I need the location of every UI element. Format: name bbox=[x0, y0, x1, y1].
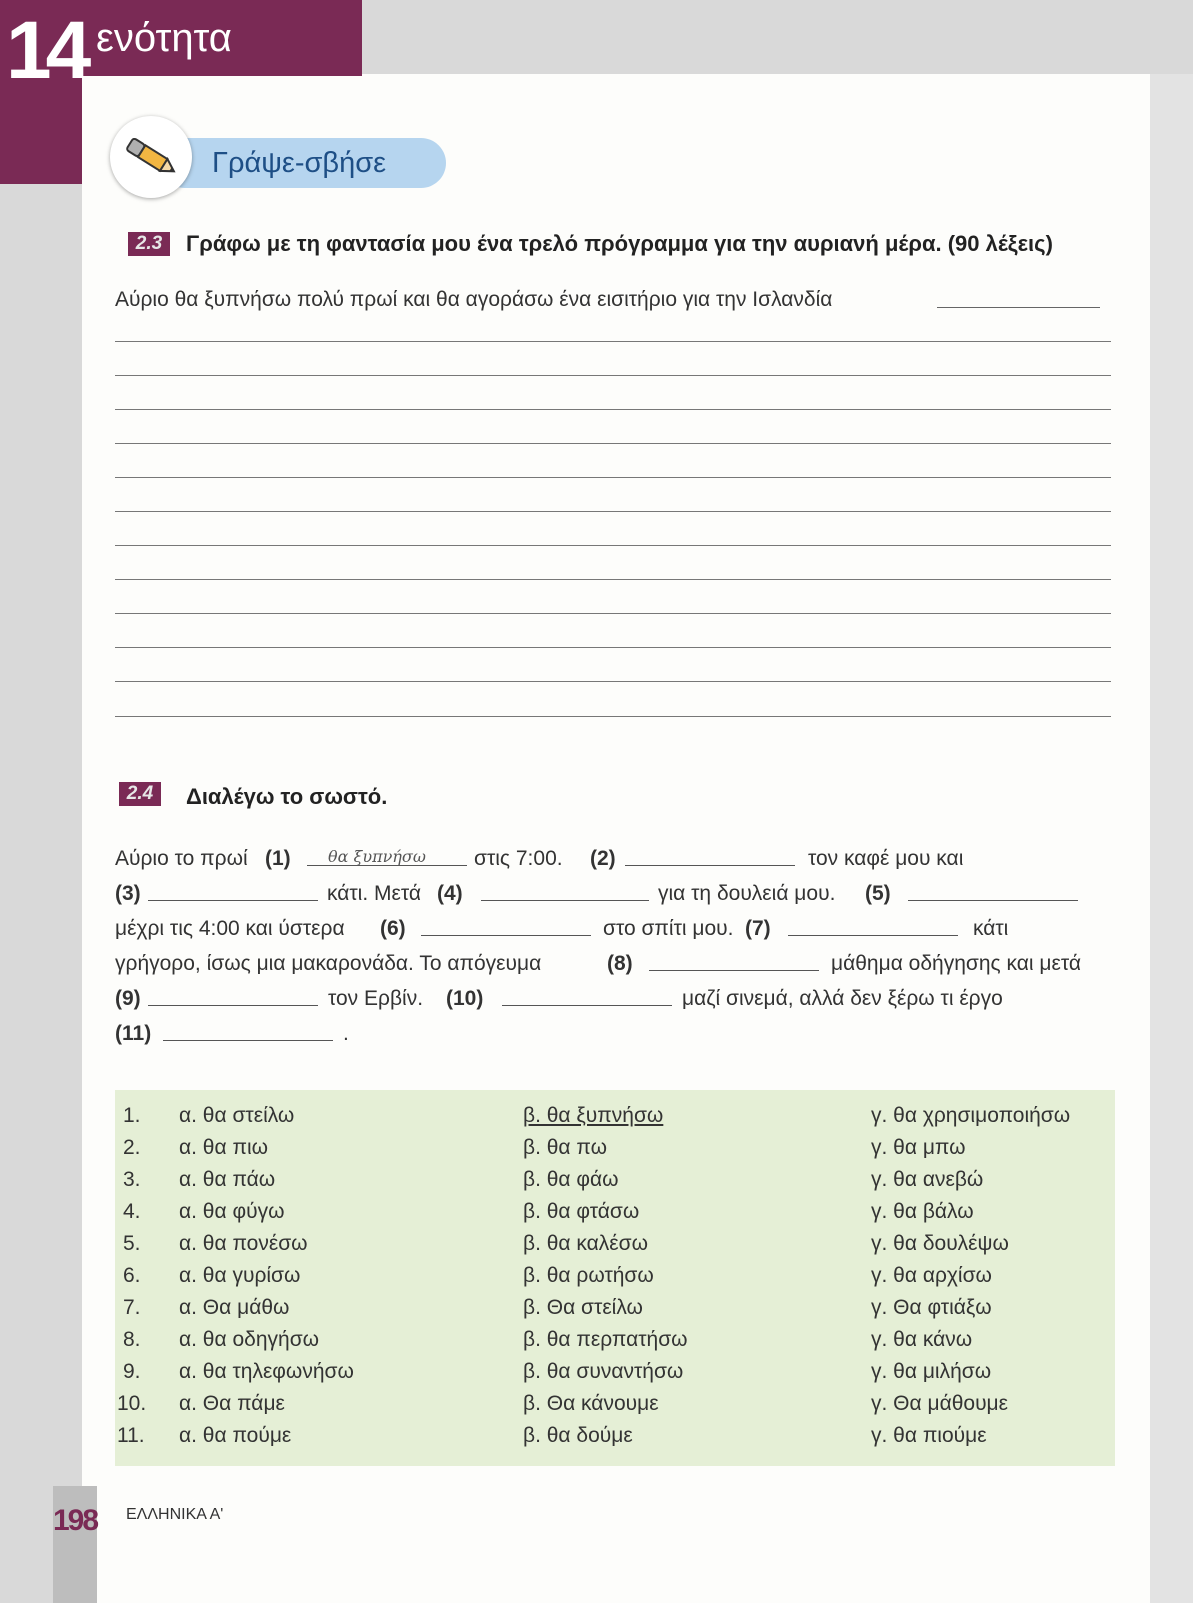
option-row bbox=[115, 1232, 1115, 1264]
option-row bbox=[115, 1296, 1115, 1328]
option-b[interactable]: β. θα περπατήσω bbox=[523, 1328, 688, 1351]
option-row bbox=[115, 1136, 1115, 1168]
option-a[interactable]: α. θα πούμε bbox=[179, 1424, 292, 1447]
option-a[interactable]: α. θα φύγω bbox=[179, 1200, 285, 1223]
option-number: 4. bbox=[123, 1200, 141, 1223]
option-row bbox=[115, 1360, 1115, 1392]
page-number: 198 bbox=[53, 1504, 98, 1537]
exercise-badge: 2.4 bbox=[119, 782, 161, 806]
option-c[interactable]: γ. θα μιλήσω bbox=[871, 1360, 992, 1383]
option-row bbox=[115, 1392, 1115, 1424]
answer-blank[interactable] bbox=[937, 307, 1100, 308]
answer-blank[interactable] bbox=[788, 917, 958, 936]
answer-blank[interactable] bbox=[908, 882, 1078, 901]
option-a[interactable]: α. θα γυρίσω bbox=[179, 1264, 301, 1287]
book-title: ΕΛΛΗΝΙΚΑ Α' bbox=[126, 1506, 224, 1523]
cloze-line bbox=[115, 952, 1115, 987]
writing-line[interactable] bbox=[115, 443, 1111, 444]
option-b[interactable]: β. θα πω bbox=[523, 1136, 607, 1159]
option-row bbox=[115, 1104, 1115, 1136]
option-row bbox=[115, 1424, 1115, 1456]
blank-number: (2) bbox=[590, 847, 616, 870]
option-a[interactable]: α. θα τηλεφωνήσω bbox=[179, 1360, 354, 1383]
option-c[interactable]: γ. θα αρχίσω bbox=[871, 1264, 992, 1287]
exercise-title: Γράφω με τη φαντασία μου ένα τρελό πρόγραμμα για την αυριανή μέρα. (90 λέξεις) bbox=[186, 231, 1053, 256]
writing-line[interactable] bbox=[115, 681, 1111, 682]
cloze-text: γρήγορο, ίσως μια μακαρονάδα. Το απόγευμα bbox=[115, 952, 542, 975]
writing-line[interactable] bbox=[115, 545, 1111, 546]
option-number: 5. bbox=[123, 1232, 141, 1255]
options-box bbox=[115, 1090, 1115, 1466]
option-number: 11. bbox=[117, 1424, 145, 1447]
option-row bbox=[115, 1264, 1115, 1296]
exercise-title: Διαλέγω το σωστό. bbox=[186, 784, 388, 809]
option-a[interactable]: α. θα πονέσω bbox=[179, 1232, 308, 1255]
option-c[interactable]: γ. θα μπω bbox=[871, 1136, 966, 1159]
option-b[interactable]: β. Θα κάνουμε bbox=[523, 1392, 659, 1415]
option-number: 7. bbox=[123, 1296, 141, 1319]
exercise-intro: Αύριο θα ξυπνήσω πολύ πρωί και θα αγοράσω ένα εισιτήριο για την Ισλανδία bbox=[115, 288, 833, 311]
answer-blank[interactable] bbox=[649, 952, 819, 971]
answer-blank[interactable] bbox=[625, 847, 795, 866]
option-c[interactable]: γ. Θα φτιάξω bbox=[871, 1296, 992, 1319]
cloze-text: στις 7:00. bbox=[474, 847, 563, 870]
option-row bbox=[115, 1168, 1115, 1200]
writing-line[interactable] bbox=[115, 511, 1111, 512]
writing-line[interactable] bbox=[115, 341, 1111, 342]
option-number: 8. bbox=[123, 1328, 141, 1351]
cloze-text: μαζί σινεμά, αλλά δεν ξέρω τι έργο bbox=[682, 987, 1003, 1010]
option-number: 3. bbox=[123, 1168, 141, 1191]
answer-blank[interactable] bbox=[163, 1022, 333, 1041]
blank-number: (7) bbox=[745, 917, 771, 940]
option-b[interactable]: β. θα δούμε bbox=[523, 1424, 633, 1447]
answer-blank[interactable] bbox=[148, 882, 318, 901]
section-title: Γράψε-σβήσε bbox=[212, 147, 387, 179]
answer-blank[interactable] bbox=[421, 917, 591, 936]
option-row bbox=[115, 1200, 1115, 1232]
option-c[interactable]: γ. θα χρησιμοποιήσω bbox=[871, 1104, 1071, 1127]
option-b[interactable]: β. Θα στείλω bbox=[523, 1296, 643, 1319]
handwritten-answer: θα ξυπνήσω bbox=[328, 847, 426, 866]
option-a[interactable]: α. θα πιω bbox=[179, 1136, 269, 1159]
cloze-text: μέχρι τις 4:00 και ύστερα bbox=[115, 917, 345, 940]
option-a[interactable]: α. θα πάω bbox=[179, 1168, 276, 1191]
option-c[interactable]: γ. θα κάνω bbox=[871, 1328, 973, 1351]
option-c[interactable]: γ. θα βάλω bbox=[871, 1200, 974, 1223]
answer-blank[interactable] bbox=[148, 987, 318, 1006]
blank-number: (6) bbox=[380, 917, 406, 940]
blank-number: (5) bbox=[865, 882, 891, 905]
option-c[interactable]: γ. θα ανεβώ bbox=[871, 1168, 984, 1191]
exercise-badge: 2.3 bbox=[128, 232, 170, 256]
option-b[interactable]: β. θα φτάσω bbox=[523, 1200, 640, 1223]
chapter-number: 14 bbox=[6, 5, 86, 96]
cloze-line bbox=[115, 1022, 1115, 1057]
writing-line[interactable] bbox=[115, 647, 1111, 648]
cloze-text: τον Ερβίν. bbox=[328, 987, 424, 1010]
page-edge bbox=[1150, 74, 1193, 1603]
cloze-text: Αύριο το πρωί bbox=[115, 847, 248, 870]
cloze-text: κάτι bbox=[973, 917, 1009, 940]
cloze-line bbox=[115, 847, 1115, 882]
blank-number: (3) bbox=[115, 882, 141, 905]
option-c[interactable]: γ. θα δουλέψω bbox=[871, 1232, 1009, 1255]
option-number: 10. bbox=[117, 1392, 147, 1415]
answer-blank[interactable] bbox=[481, 882, 649, 901]
option-row bbox=[115, 1328, 1115, 1360]
option-a[interactable]: α. Θα μάθω bbox=[179, 1296, 290, 1319]
writing-line[interactable] bbox=[115, 613, 1111, 614]
writing-line[interactable] bbox=[115, 409, 1111, 410]
option-b[interactable]: β. θα συναντήσω bbox=[523, 1360, 684, 1383]
writing-line[interactable] bbox=[115, 716, 1111, 717]
option-number: 9. bbox=[123, 1360, 141, 1383]
blank-number: (8) bbox=[607, 952, 633, 975]
option-a[interactable]: α. θα οδηγήσω bbox=[179, 1328, 320, 1351]
cloze-line bbox=[115, 987, 1115, 1022]
pencil-eraser-icon bbox=[110, 116, 192, 198]
option-number: 6. bbox=[123, 1264, 141, 1287]
cloze-text: τον καφέ μου και bbox=[808, 847, 964, 870]
chapter-label: ενότητα bbox=[96, 16, 232, 60]
blank-number: (9) bbox=[115, 987, 141, 1010]
option-b[interactable]: β. θα ρωτήσω bbox=[523, 1264, 654, 1287]
writing-line[interactable] bbox=[115, 477, 1111, 478]
option-a[interactable]: α. θα στείλω bbox=[179, 1104, 295, 1127]
option-c[interactable]: γ. Θα μάθουμε bbox=[871, 1392, 1009, 1415]
cloze-text: . bbox=[343, 1022, 349, 1045]
option-b[interactable]: β. θα καλέσω bbox=[523, 1232, 649, 1255]
cloze-text: κάτι. Μετά bbox=[327, 882, 422, 905]
cloze-line bbox=[115, 917, 1115, 952]
blank-number: (4) bbox=[437, 882, 463, 905]
cloze-text: για τη δουλειά μου. bbox=[658, 882, 836, 905]
option-number: 1. bbox=[123, 1104, 141, 1127]
answer-blank[interactable] bbox=[502, 987, 672, 1006]
option-b[interactable]: β. θα ξυπνήσω bbox=[523, 1104, 664, 1127]
writing-line[interactable] bbox=[115, 375, 1111, 376]
writing-line[interactable] bbox=[115, 579, 1111, 580]
cloze-text: στο σπίτι μου. bbox=[603, 917, 734, 940]
cloze-text bbox=[115, 847, 1115, 1057]
option-number: 2. bbox=[123, 1136, 141, 1159]
cloze-line bbox=[115, 882, 1115, 917]
cloze-text: μάθημα οδήγησης και μετά bbox=[831, 952, 1081, 975]
blank-number: (1) bbox=[265, 847, 291, 870]
blank-number: (11) bbox=[115, 1022, 152, 1045]
blank-number: (10) bbox=[446, 987, 484, 1010]
option-b[interactable]: β. θα φάω bbox=[523, 1168, 619, 1191]
option-a[interactable]: α. Θα πάμε bbox=[179, 1392, 285, 1415]
option-c[interactable]: γ. θα πιούμε bbox=[871, 1424, 987, 1447]
